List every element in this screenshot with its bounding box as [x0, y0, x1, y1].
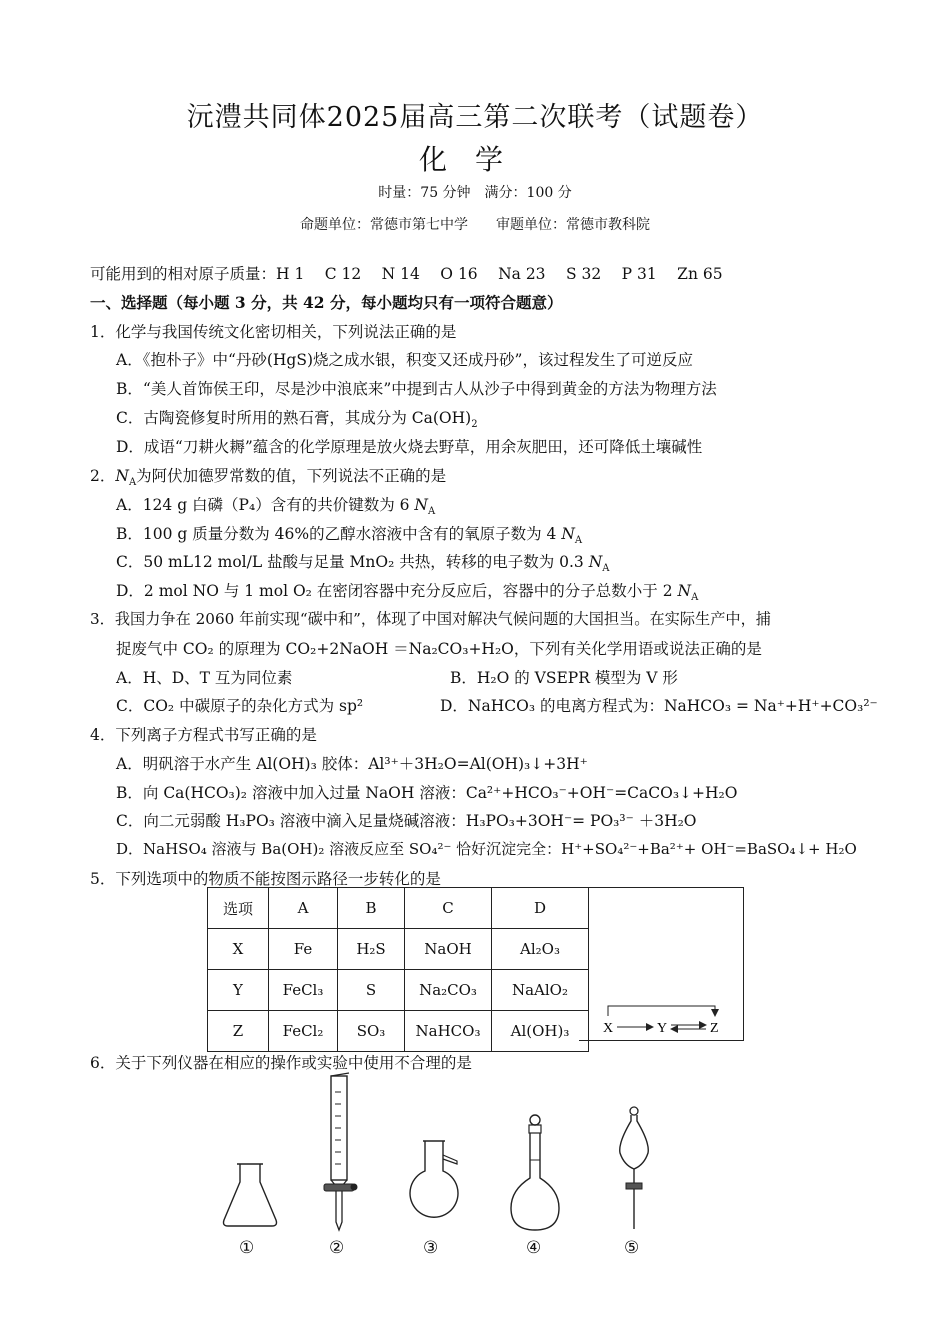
q2-option-d — [116, 579, 698, 603]
q2-option-c-text: C．50 mL12 mol/L 盐酸与足量 MnO₂ 共热，转移的电子数为 0.3 — [116, 553, 589, 571]
q2-option-d-text: D．2 mol NO 与 1 mol O₂ 在密闭容器中充分反应后，容器中的分子总数小于 2 — [116, 582, 678, 600]
q2-stem — [90, 464, 446, 488]
apparatus-label-5: ⑤ — [624, 1238, 640, 1258]
table-row — [208, 1011, 589, 1052]
apparatus-label-3: ③ — [423, 1238, 439, 1258]
table-cell: NaOH — [405, 929, 492, 970]
q4-stem: 4．下列离子方程式书写正确的是 — [90, 726, 317, 744]
table-cell: NaHCO₃ — [405, 1011, 492, 1052]
na-symbol: N — [561, 525, 575, 543]
table-cell: X — [208, 929, 269, 970]
separatory-funnel-icon — [614, 1105, 654, 1235]
node-z: Z — [710, 1021, 719, 1036]
q1-option-c-sub: 2 — [471, 419, 478, 431]
q3-option-c: C．CO₂ 中碳原子的杂化方式为 sp² — [116, 697, 364, 715]
volumetric-flask-icon — [505, 1110, 565, 1236]
q1-option-d: D．成语“刀耕火耨”蕴含的化学原理是放火烧去野草，用余灰肥田，还可降低土壤碱性 — [116, 438, 703, 456]
apparatus-label-4: ④ — [526, 1238, 542, 1258]
q4-option-b: B．向 Ca(HCO₃)₂ 溶液中加入过量 NaOH 溶液：Ca²⁺+HCO₃⁻+OH⁻=CaCO₃↓+H₂O — [116, 784, 738, 802]
table-cell: Al(OH)₃ — [492, 1011, 589, 1052]
q2-na-n: N — [115, 467, 129, 485]
apparatus-label-1: ① — [239, 1238, 255, 1258]
q4-option-d: D．NaHSO₄ 溶液与 Ba(OH)₂ 溶液反应至 SO₄²⁻ 恰好沉淀完全：H⁺+SO₄²⁻+Ba²⁺+ OH⁻=BaSO₄↓+ H₂O — [116, 840, 857, 858]
conversion-diagram — [579, 888, 743, 1040]
table-cell: A — [269, 888, 338, 929]
q2-stem-text: 为阿伏加德罗常数的值，下列说法不正确的是 — [136, 467, 447, 485]
atomic-masses: 可能用到的相对原子质量：H 1 C 12 N 14 O 16 Na 23 S 32 P 31 Zn 65 — [90, 265, 723, 283]
na-sub: A — [691, 592, 699, 604]
q3-stem-line2: 捉废气中 CO₂ 的原理为 CO₂+2NaOH ＝Na₂CO₃+H₂O，下列有关化学用语或说法正确的是 — [116, 640, 762, 658]
q2-na-a: A — [128, 477, 137, 489]
table-cell: FeCl₃ — [269, 970, 338, 1011]
node-x: X — [603, 1021, 614, 1036]
conical-flask-icon — [218, 1078, 282, 1230]
table-cell: C — [405, 888, 492, 929]
exam-units: 命题单位：常德市第七中学 审题单位：常德市教科院 — [300, 217, 650, 233]
table-cell: Na₂CO₃ — [405, 970, 492, 1011]
exam-title: 沅澧共同体2025届高三第二次联考（试题卷） — [186, 102, 764, 133]
q4-option-a: A．明矾溶于水产生 Al(OH)₃ 胶体：Al³⁺＋3H₂O=Al(OH)₃↓+3H⁺ — [116, 755, 588, 773]
q2-num: 2． — [90, 467, 116, 485]
q3-option-d: D．NaHCO₃ 的电离方程式为：NaHCO₃ = Na⁺+H⁺+CO₃²⁻ — [440, 697, 878, 715]
q3-option-a: A．H、D、T 互为同位素 — [116, 669, 293, 687]
burette-icon — [316, 1072, 362, 1234]
table-row — [208, 970, 589, 1011]
q5-table — [207, 887, 589, 1052]
section-heading: 一、选择题（每小题 3 分，共 42 分，每小题均只有一项符合题意） — [90, 293, 563, 312]
table-cell: S — [338, 970, 405, 1011]
na-symbol: N — [414, 496, 428, 514]
q1-option-a: A．《抱朴子》中“丹砂(HgS)烧之成水银，积变又还成丹砂”，该过程发生了可逆反应 — [116, 351, 693, 369]
na-sub: A — [602, 563, 610, 575]
na-sub: A — [574, 535, 583, 547]
table-cell: H₂S — [338, 929, 405, 970]
q2-option-a — [116, 493, 435, 517]
table-cell: Z — [208, 1011, 269, 1052]
q2-option-b — [116, 522, 582, 546]
na-symbol: N — [677, 582, 692, 600]
node-y: Y — [657, 1021, 668, 1036]
table-cell: FeCl₂ — [269, 1011, 338, 1052]
na-symbol: N — [588, 553, 603, 571]
na-sub: A — [427, 506, 436, 518]
apparatus-label-2: ② — [329, 1238, 345, 1258]
q2-option-c — [116, 550, 610, 574]
table-cell: 选项 — [208, 888, 269, 929]
table-row — [208, 929, 589, 970]
time-score: 时量：75 分钟 满分：100 分 — [378, 185, 572, 201]
q3-stem-line1: 3．我国力争在 2060 年前实现“碳中和”，体现了中国对解决气候问题的大国担当。在实际生产中，捕 — [90, 610, 771, 628]
q1-option-b: B．“美人首饰侯王印，尽是沙中浪底来”中提到古人从沙子中得到黄金的方法为物理方法 — [116, 380, 717, 398]
table-cell: SO₃ — [338, 1011, 405, 1052]
table-cell: NaAlO₂ — [492, 970, 589, 1011]
q4-option-c: C．向二元弱酸 H₃PO₃ 溶液中滴入足量烧碱溶液：H₃PO₃+3OH⁻= PO₃³⁻ ＋3H₂O — [116, 812, 697, 830]
q1-option-c-text: C．古陶瓷修复时所用的熟石膏，其成分为 Ca(OH) — [116, 409, 472, 427]
q2-option-b-text: B．100 g 质量分数为 46%的乙醇水溶液中含有的氧原子数为 4 — [116, 525, 562, 543]
table-cell: D — [492, 888, 589, 929]
table-cell: B — [338, 888, 405, 929]
table-cell: Fe — [269, 929, 338, 970]
q5-stem: 5．下列选项中的物质不能按图示路径一步转化的是 — [90, 870, 441, 888]
q1-option-c — [116, 406, 478, 430]
arrow-x-to-z — [608, 1006, 715, 1016]
q2-option-a-text: A．124 g 白磷（P₄）含有的共价键数为 6 — [116, 496, 415, 514]
subject-title: 化学 — [418, 143, 531, 176]
table-cell: Y — [208, 970, 269, 1011]
q6-stem: 6．关于下列仪器在相应的操作或实验中使用不合理的是 — [90, 1054, 472, 1072]
table-header-row — [208, 888, 589, 929]
q5-diagram-box — [579, 887, 744, 1041]
table-cell: Al₂O₃ — [492, 929, 589, 970]
round-flask-side-arm-icon — [403, 1135, 465, 1235]
q1-stem: 1．化学与我国传统文化密切相关，下列说法正确的是 — [90, 323, 457, 341]
q3-option-b: B．H₂O 的 VSEPR 模型为 V 形 — [450, 669, 678, 687]
